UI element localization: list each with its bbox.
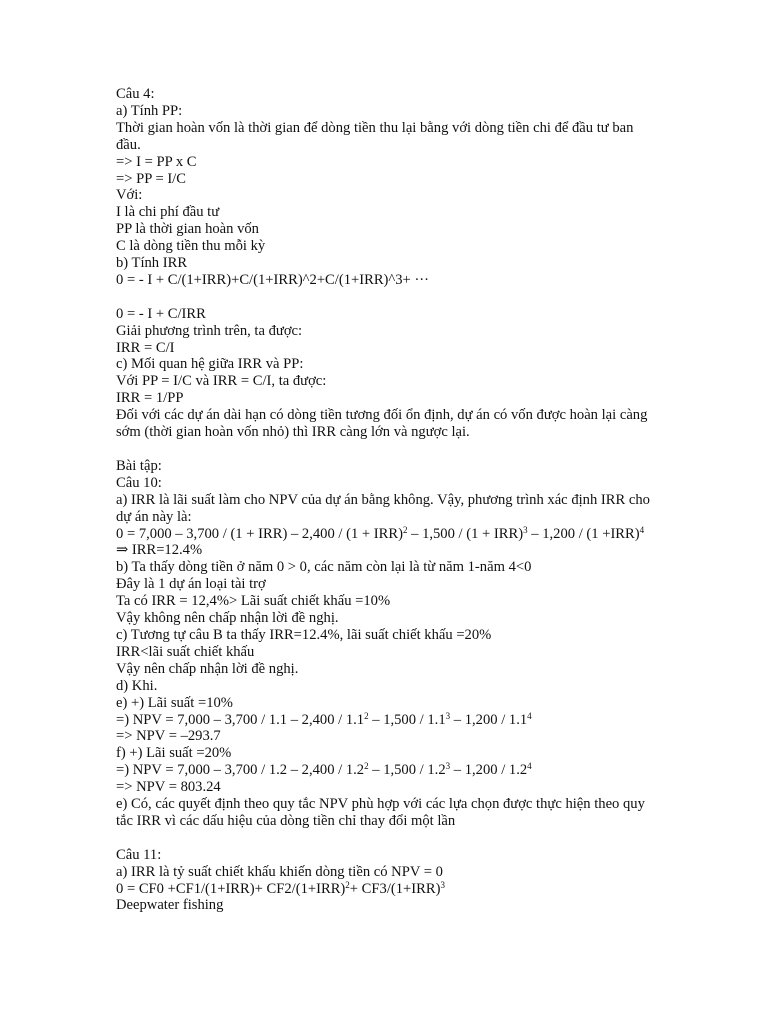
document-body [116, 86, 656, 914]
superscript-exponent: 4 [527, 710, 532, 721]
text-line: d) Khi. [116, 677, 158, 694]
superscript-exponent: 4 [639, 524, 645, 535]
text-line: Deepwater fishing [116, 897, 224, 914]
text-line: Câu 11: [116, 846, 162, 863]
text-line: Với PP = I/C và IRR = C/I, ta được: [116, 373, 327, 390]
text-line: 0 = - I + C/(1+IRR)+C/(1+IRR)^2+C/(1+IRR)^3+ ··· [116, 271, 430, 288]
text-line: =) NPV = $7,000 - 3,700 / 1.1 - 2,400 / 1.1^2 - 1,500 / 1.1^3 - 1,200 / 1.1^4$ [116, 710, 532, 728]
text-line: Vậy không nên chấp nhận lời đề nghị. [116, 610, 339, 627]
text-line: Với: [116, 187, 143, 204]
text-line: $0 = CF0 +CF1/(1+IRR)+ CF2/(1+IRR)^2+ CF3/(1+IRR)^3$ [116, 879, 445, 897]
text-line: e) Có, các quyết định theo quy tắc NPV phù hợp với các lựa chọn được thực hiện theo quy tắc IRR vì các dấu hiệu của dòng tiền chỉ thay đổi một lần [116, 796, 645, 829]
text-line: e) +) Lãi suất =10% [116, 694, 233, 711]
text-line: a) IRR là tỷ suất chiết khấu khiến dòng tiền có NPV = 0 [116, 863, 443, 880]
superscript-exponent: 4 [527, 761, 532, 772]
text-line: Vậy nên chấp nhận lời đề nghị. [116, 660, 299, 677]
blank-line [116, 289, 656, 306]
text-line: Giải phương trình trên, ta được: [116, 322, 303, 339]
text-line: Câu 4: [116, 86, 155, 102]
text-line: đầu. [116, 136, 141, 153]
text-line: C là dòng tiền thu mỗi kỳ [116, 238, 266, 255]
text-line: c) Mối quan hệ giữa IRR và PP: [116, 356, 304, 373]
text-line: a) IRR là lãi suất làm cho NPV của dự án bằng không. Vậy, phương trình xác định IRR cho dự án này là: [116, 491, 650, 525]
text-line: PP là thời gian hoàn vốn [116, 221, 259, 238]
text-line: Câu 10: [116, 474, 162, 491]
text-line: => NPV = –293.7 [116, 728, 221, 745]
superscript-exponent: 3 [440, 879, 445, 890]
text-line: => I = PP x C [116, 153, 197, 170]
text-line: b) Tính IRR [116, 255, 188, 272]
text-line: Thời gian hoàn vốn là thời gian để dòng tiền thu lại bằng với dòng tiền chi để đầu tư ban [116, 119, 634, 136]
text-line: IRR<lãi suất chiết khấu [116, 643, 255, 660]
text-line: => NPV = 803.24 [116, 779, 221, 796]
text-line: $0 = 7,000 - 3,700 / (1 + IRR) - 2,400 / (1 + IRR)^2 - 1,500 / (1 + IRR)^3 - 1,200 / (1 +IRR)^4$ ⇒ IRR=12.4% [116, 524, 645, 559]
text-line: I là chi phí đầu tư [116, 204, 220, 221]
text-line: IRR = 1/PP [116, 390, 184, 407]
blank-line [116, 441, 656, 458]
text-line: a) Tính PP: [116, 102, 183, 119]
superscript-exponent: 2 [345, 879, 350, 890]
text-line: c) Tương tự câu B ta thấy IRR=12.4%, lãi suất chiết khấu =20% [116, 626, 492, 643]
text-line: Bài tập: [116, 457, 162, 474]
superscript-exponent: 3 [445, 710, 451, 721]
text-line: IRR = C/I [116, 339, 175, 356]
text-line: =) NPV = $7,000 - 3,700 / 1.2 - 2,400 / 1.2^2 - 1,500 / 1.2^3 - 1,200 / 1.2^4$ [116, 761, 532, 779]
superscript-exponent: 2 [402, 524, 408, 535]
superscript-exponent: 2 [364, 761, 369, 772]
text-line: Ta có IRR = 12,4%> Lãi suất chiết khấu =10% [116, 593, 391, 610]
text-line: 0 = - I + C/IRR [116, 305, 206, 322]
text-line: Đối với các dự án dài hạn có dòng tiền tương đối ổn định, dự án có vốn được hoàn lại càng sớm (thời gian hoàn vốn nhỏ) thì IRR càng lớn và ngược lại. [116, 407, 648, 441]
blank-line [116, 830, 656, 847]
superscript-exponent: 3 [445, 761, 451, 772]
superscript-exponent: 2 [364, 710, 369, 721]
text-line: => PP = I/C [116, 170, 186, 187]
text-line: f) +) Lãi suất =20% [116, 745, 232, 762]
superscript-exponent: 3 [523, 524, 528, 535]
text-line: Đây là 1 dự án loại tài trợ [116, 576, 266, 593]
text-line: b) Ta thấy dòng tiền ở năm 0 > 0, các năm còn lại là từ năm 1-năm 4<0 [116, 559, 532, 576]
